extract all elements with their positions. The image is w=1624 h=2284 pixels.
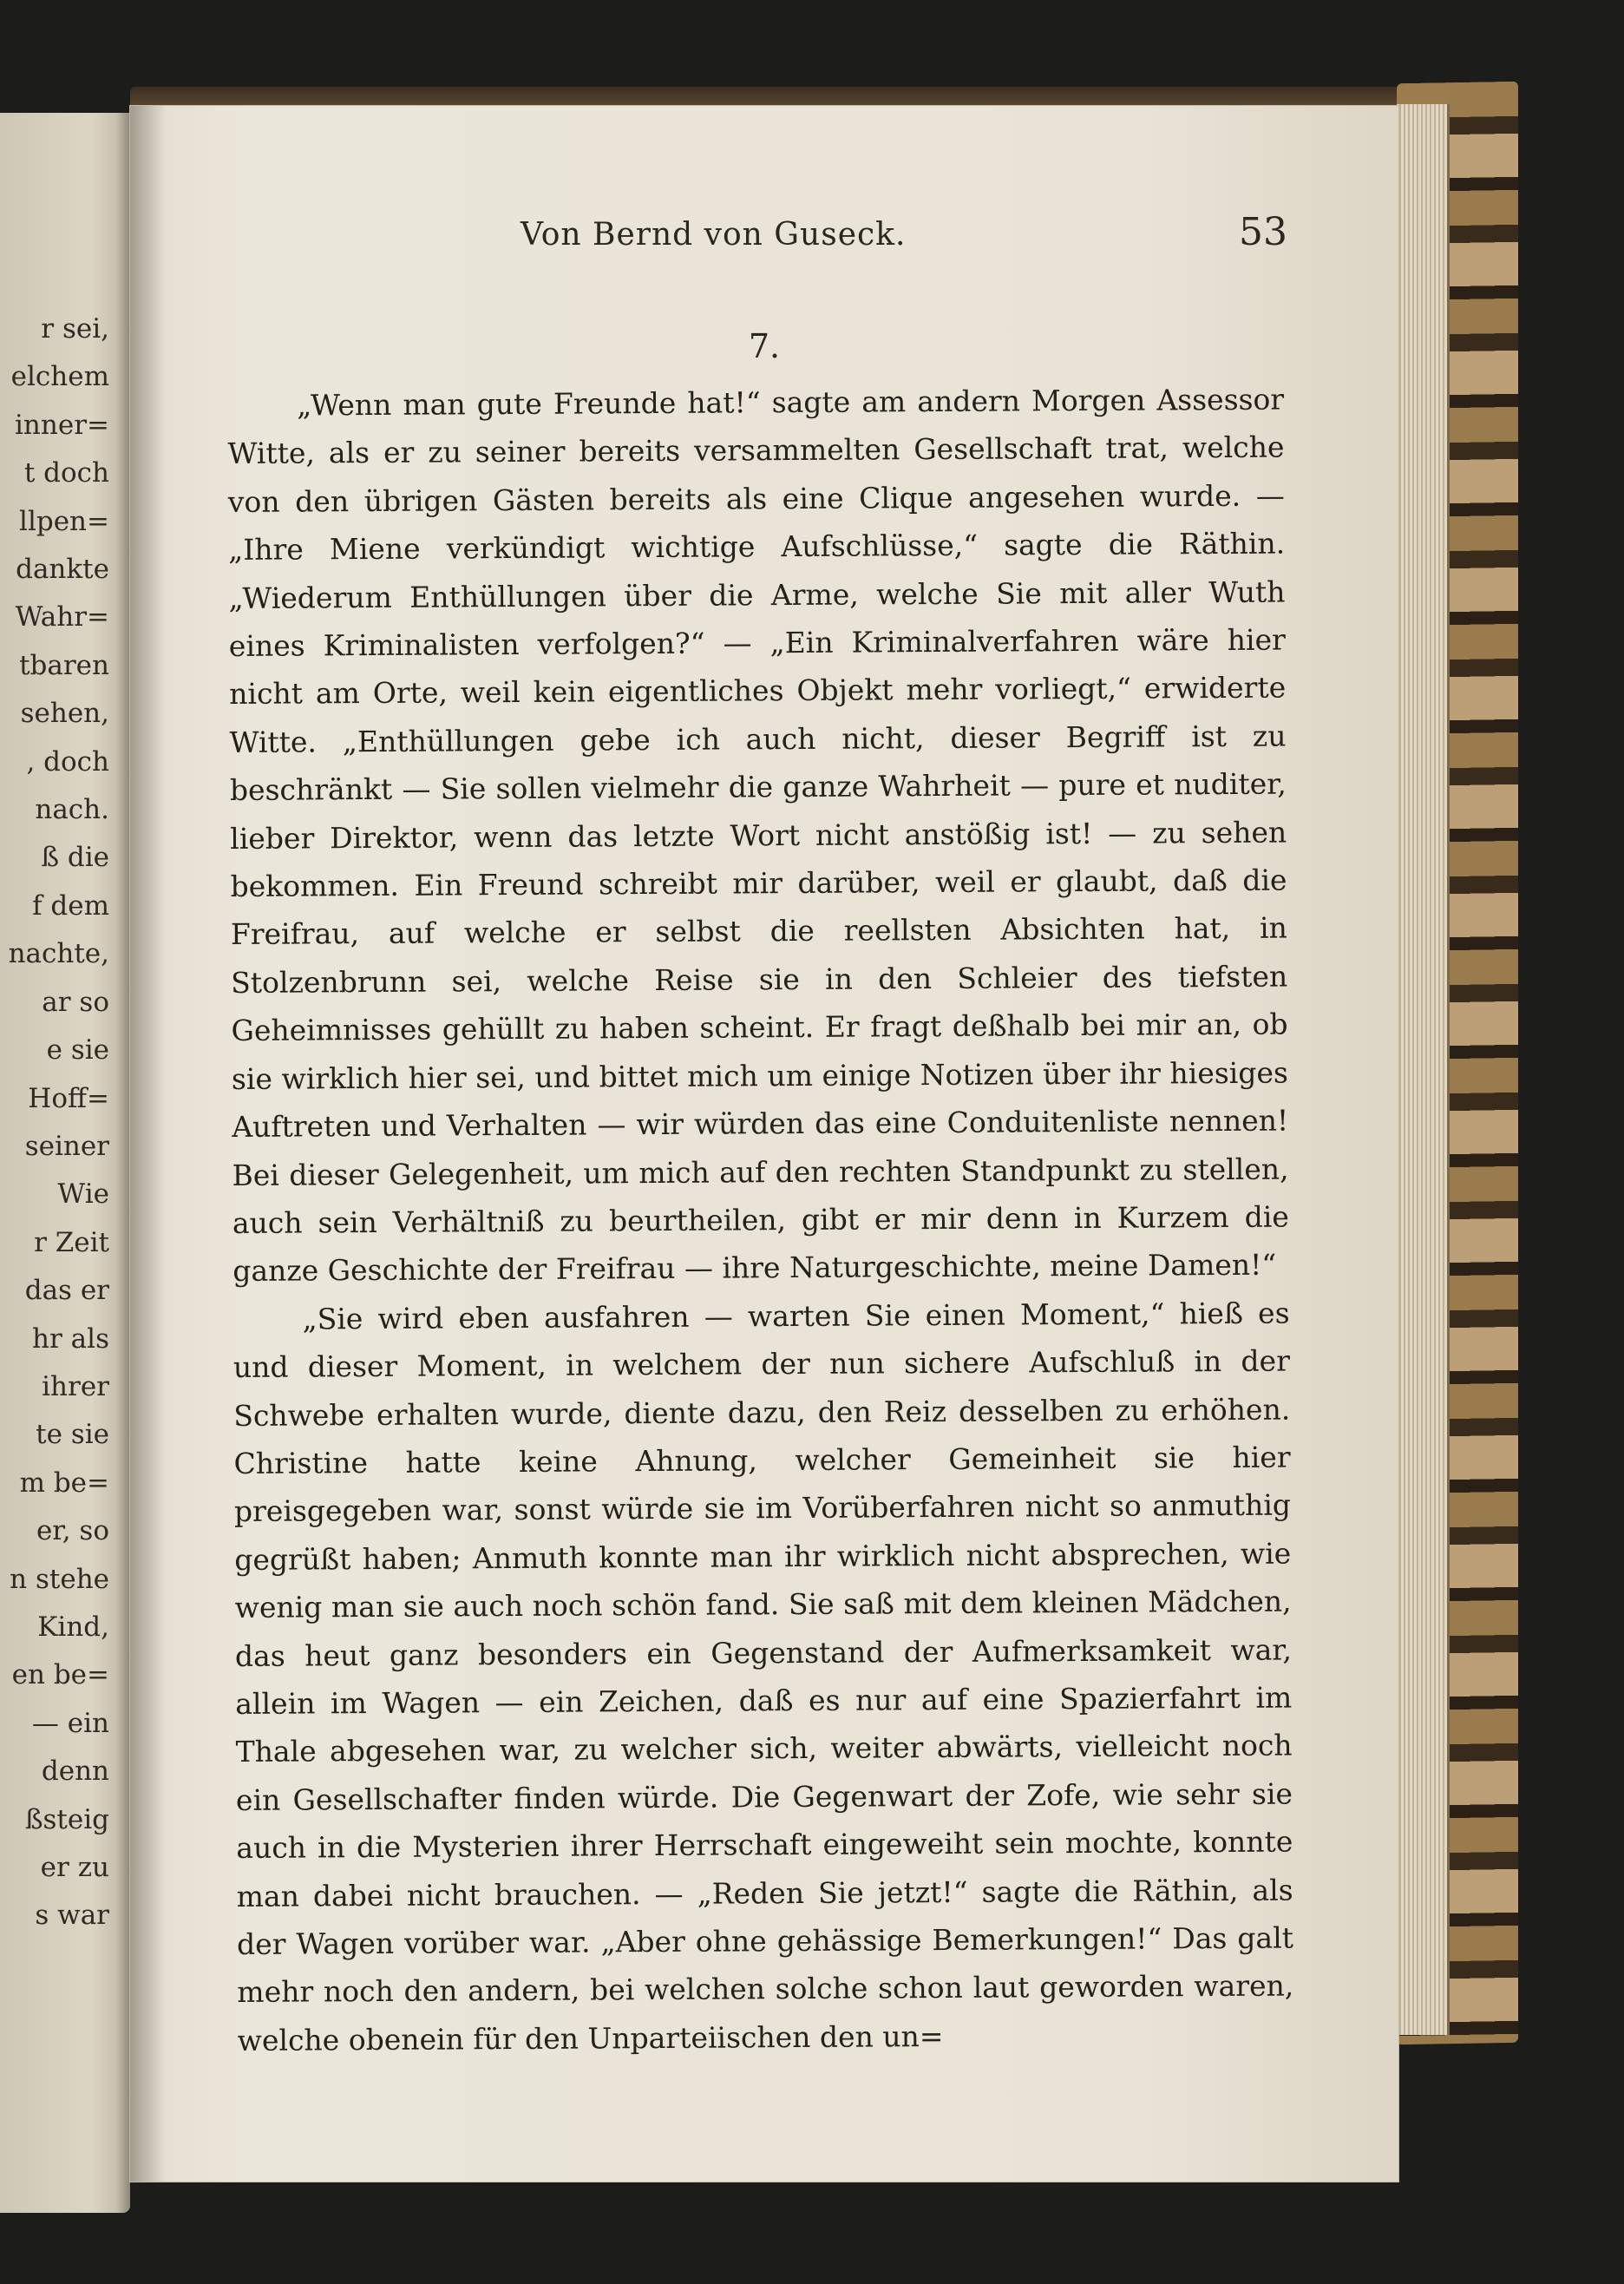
left-line: er zu	[40, 1852, 109, 1883]
gutter-shadow	[130, 106, 165, 2182]
left-line: er, so	[36, 1515, 109, 1547]
left-line: m be=	[19, 1467, 109, 1499]
left-line: ihrer	[42, 1370, 109, 1402]
left-line: f dem	[32, 889, 109, 922]
left-line: denn	[41, 1756, 109, 1788]
left-line: hr als	[32, 1322, 109, 1355]
left-line: ßsteig	[24, 1803, 109, 1835]
left-line: r Zeit	[34, 1226, 109, 1258]
left-page-fragments	[0, 305, 130, 1940]
left-line: Wahr=	[15, 601, 109, 633]
paragraph: „Sie wird eben ausfahren — warten Sie einen Moment,“ hieß es und dieser Moment, in welchem der nun sichere Aufschluß in der Schwebe erhalten wurde, diente dazu, den Reiz desselben zu erhöhen. Christine hatte keine Ahnung, welcher Gemeinheit sie hier preisgegeben war, sonst würde sie im Vorüberfahren nicht so anmuthig gegrüßt haben; Anmuth konnte man ihr wirklich nicht absprechen, wie wenig man sie auch noch schön fand. Sie saß mit dem kleinen Mädchen, das heut ganz besonders ein Gegenstand der Aufmerksamkeit war, allein im Wagen — ein Zeichen, daß es nur auf eine Spazierfahrt im Thale abgesehen war, zu welcher sich, weiter abwärts, vielleicht noch ein Gesellschafter finden würde. Die Gegenwart der Zofe, wie sehr sie auch in die Mysterien ihrer Herrschaft eingeweiht sein mochte, konnte man dabei nicht brauchen. — „Reden Sie jetzt!“ sagte die Räthin, als der Wagen vorüber war. „Aber ohne gehässige Bemerkungen!“ Das galt mehr noch den andern, bei welchen solche schon laut geworden waren, welche obenein für den Unparteiischen den un=	[232, 1296, 1294, 2058]
page-body	[227, 376, 1294, 2065]
left-line: llpen=	[19, 505, 109, 537]
left-line: ß die	[41, 842, 109, 874]
left-line: elchem	[10, 361, 109, 393]
right-page	[130, 106, 1398, 2182]
left-line: — ein	[31, 1707, 109, 1739]
left-line: te sie	[36, 1419, 109, 1451]
left-line: seiner	[24, 1130, 109, 1162]
left-line: dankte	[16, 554, 109, 586]
left-line: r sei,	[41, 313, 109, 345]
left-line: tbaren	[19, 649, 109, 681]
left-line: Wie	[57, 1178, 109, 1211]
left-line: das er	[24, 1275, 109, 1307]
page-stack-edge	[1397, 104, 1450, 2035]
left-line: en be=	[11, 1659, 109, 1691]
left-page-edge-shadow	[116, 113, 130, 2213]
left-line: s war	[35, 1900, 109, 1932]
left-page	[0, 113, 130, 2213]
left-line: , doch	[26, 745, 109, 778]
page-number: 53	[1239, 210, 1287, 254]
left-line: nachte,	[8, 938, 109, 970]
left-line: Hoff=	[28, 1082, 109, 1114]
left-line: inner=	[15, 409, 109, 441]
left-line: t doch	[23, 457, 109, 489]
left-line: e sie	[46, 1034, 109, 1067]
chapter-number: 7.	[748, 327, 781, 365]
left-line: ar so	[42, 986, 109, 1018]
left-line: nach.	[35, 794, 109, 826]
left-line: n stehe	[10, 1563, 109, 1595]
paragraph: „Wenn man gute Freunde hat!“ sagte am andern Morgen Assessor Witte, als er zu seiner bereits versammelten Gesellschaft trat, welche von den übrigen Gästen bereits als eine Clique angesehen wurde. — „Ihre Miene verkündigt wichtige Aufschlüsse,“ sagte die Räthin. „Wiederum Enthüllungen über die Arme, welche Sie mit aller Wuth eines Kriminalisten verfolgen?“ — „Ein Kriminalverfahren wäre hier nicht am Orte, weil kein eigentliches Objekt mehr vorliegt,“ erwiderte Witte. „Enthüllungen gebe ich auch nicht, dieser Begriff ist zu beschränkt — Sie sollen vielmehr die ganze Wahrheit — pure et nuditer, lieber Direktor, wenn das letzte Wort nicht anstößig ist! — zu sehen bekommen. Ein Freund schreibt mir darüber, weil er glaubt, daß die Freifrau, auf welche er selbst die reellsten Absichten hat, in Stolzenbrunn sei, welche Reise sie in den Schleier des tiefsten Geheimnisses gehüllt zu haben scheint. Er fragt deßhalb bei mir an, ob sie wirklich hier sei, und bittet mich um einige Notizen über ihr hiesiges Auftreten und Verhalten — wir würden das eine Conduitenliste nennen! Bei dieser Gelegenheit, um mich auf den rechten Standpunkt zu stellen, auch sein Verhältniß zu beurtheilen, gibt er mir denn in Kurzem die ganze Geschichte der Freifrau — ihre Naturgeschichte, meine Damen!“	[227, 382, 1290, 1289]
left-line: Kind,	[37, 1611, 109, 1643]
running-head: Von Bernd von Guseck.	[521, 217, 907, 253]
left-line: sehen,	[20, 698, 109, 730]
